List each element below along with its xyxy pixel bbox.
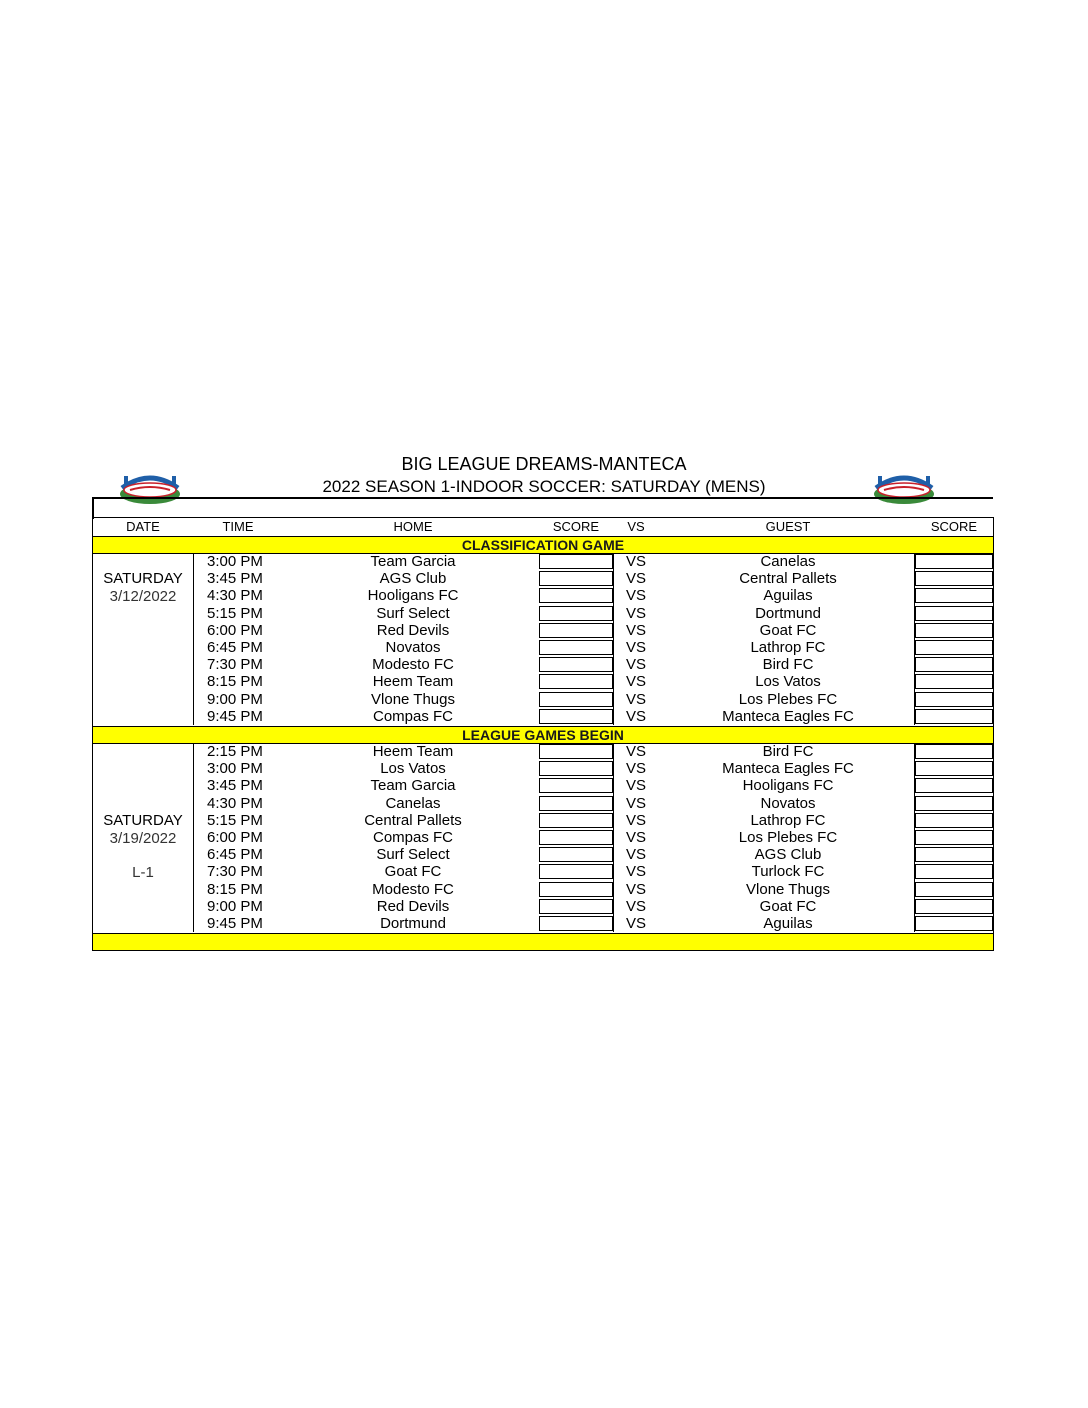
game-row [93, 553, 993, 570]
home-score-box[interactable] [539, 761, 613, 776]
guest-team: Manteca Eagles FC [722, 760, 854, 778]
game-time: 6:00 PM [207, 621, 263, 639]
home-score-box[interactable] [539, 916, 613, 931]
vs-label: VS [625, 880, 646, 898]
header-home-score: SCORE [552, 519, 600, 534]
guest-score-box[interactable] [915, 657, 993, 672]
game-time: 9:45 PM [207, 707, 263, 725]
home-team: Compas FC [372, 707, 454, 725]
home-score-box[interactable] [539, 899, 613, 914]
game-row [93, 915, 993, 932]
guest-score-box[interactable] [915, 744, 993, 759]
home-score-box[interactable] [539, 847, 613, 862]
game-row [93, 587, 993, 604]
vs-label: VS [625, 915, 646, 932]
guest-team: Lathrop FC [750, 811, 826, 829]
game-time: 5:15 PM [207, 604, 263, 622]
guest-score-box[interactable] [915, 761, 993, 776]
vs-label: VS [625, 587, 646, 605]
page-title: BIG LEAGUE DREAMS-MANTECA [401, 454, 687, 474]
home-score-box[interactable] [539, 744, 613, 759]
vs-label: VS [625, 570, 646, 588]
day-label: SATURDAY [103, 570, 183, 587]
game-row [93, 812, 993, 829]
vs-label: VS [625, 743, 646, 760]
home-team: Central Pallets [364, 811, 462, 829]
section-banner: LEAGUE GAMES BEGIN [93, 726, 993, 744]
guest-team: Los Plebes FC [738, 690, 838, 708]
home-score-box[interactable] [539, 554, 613, 569]
game-time: 7:30 PM [207, 656, 263, 674]
game-time: 5:15 PM [207, 811, 263, 829]
home-team: Team Garcia [370, 553, 456, 570]
game-time: 6:45 PM [207, 846, 263, 864]
guest-team: Lathrop FC [750, 639, 826, 656]
guest-team: Aguilas [763, 915, 813, 932]
game-row [93, 846, 993, 863]
header-rule [93, 497, 993, 499]
game-row [93, 656, 993, 673]
game-time: 9:00 PM [207, 690, 263, 708]
game-time: 9:45 PM [207, 915, 263, 932]
header-date: DATE [126, 519, 160, 534]
guest-score-box[interactable] [915, 899, 993, 914]
guest-team: Vlone Thugs [746, 880, 830, 898]
guest-team: Los Vatos [755, 673, 821, 691]
guest-score-box[interactable] [915, 709, 993, 724]
game-row [93, 743, 993, 760]
home-team: Vlone Thugs [371, 690, 455, 708]
guest-score-box[interactable] [915, 882, 993, 897]
vs-label: VS [625, 794, 646, 812]
date-label: 3/12/2022 [109, 588, 177, 605]
guest-team: Goat FC [759, 621, 817, 639]
header-vs: VS [627, 519, 645, 534]
home-score-box[interactable] [539, 778, 613, 793]
section-banner: CLASSIFICATION GAME [93, 536, 993, 554]
vs-label: VS [625, 760, 646, 778]
home-team: Red Devils [376, 897, 450, 915]
home-team: Modesto FC [372, 656, 454, 674]
guest-team: Bird FC [762, 743, 814, 760]
game-row [93, 760, 993, 777]
guest-score-box[interactable] [915, 864, 993, 879]
vs-label: VS [625, 811, 646, 829]
guest-team: Dortmund [755, 604, 821, 622]
home-team: Los Vatos [380, 760, 446, 778]
big-league-dreams-logo [872, 466, 936, 506]
guest-score-box[interactable] [915, 847, 993, 862]
home-score-box[interactable] [539, 796, 613, 811]
game-row [93, 639, 993, 656]
header-guest: GUEST [765, 519, 811, 534]
game-time: 3:45 PM [207, 777, 263, 795]
vs-label: VS [625, 777, 646, 795]
home-team: Surf Select [376, 846, 450, 864]
league-label: L-1 [132, 864, 154, 881]
home-score-box[interactable] [539, 640, 613, 655]
page-subtitle: 2022 SEASON 1-INDOOR SOCCER: SATURDAY (MENS) [322, 477, 766, 496]
guest-team: AGS Club [754, 846, 822, 864]
home-team: Team Garcia [370, 777, 456, 795]
vs-label: VS [625, 690, 646, 708]
game-row [93, 691, 993, 708]
vs-label: VS [625, 604, 646, 622]
big-league-dreams-logo [118, 466, 182, 506]
game-row [93, 605, 993, 622]
guest-score-box[interactable] [915, 830, 993, 845]
game-time: 4:30 PM [207, 587, 263, 605]
game-time: 4:30 PM [207, 794, 263, 812]
header-rule-stub [92, 497, 94, 519]
vs-label: VS [625, 829, 646, 846]
home-team: Red Devils [376, 621, 450, 639]
home-score-box[interactable] [539, 674, 613, 689]
game-row [93, 863, 993, 880]
home-team: Dortmund [380, 915, 446, 932]
game-row [93, 898, 993, 915]
home-score-box[interactable] [539, 571, 613, 586]
header-time: TIME [222, 519, 254, 534]
game-time: 8:15 PM [207, 880, 263, 898]
guest-team: Central Pallets [739, 570, 837, 588]
game-row [93, 570, 993, 587]
vs-label: VS [625, 897, 646, 915]
guest-score-box[interactable] [915, 796, 993, 811]
home-score-box[interactable] [539, 709, 613, 724]
vs-label: VS [625, 639, 646, 656]
guest-team: Manteca Eagles FC [722, 707, 854, 725]
home-team: Goat FC [384, 863, 442, 881]
vs-label: VS [625, 673, 646, 691]
home-score-box[interactable] [539, 692, 613, 707]
game-row [93, 795, 993, 812]
guest-score-box[interactable] [915, 778, 993, 793]
guest-score-box[interactable] [915, 813, 993, 828]
guest-team: Los Plebes FC [738, 829, 838, 846]
guest-score-box[interactable] [915, 571, 993, 586]
guest-score-box[interactable] [915, 916, 993, 931]
home-team: Compas FC [372, 829, 454, 846]
game-row [93, 673, 993, 690]
home-score-box[interactable] [539, 606, 613, 621]
game-time: 6:00 PM [207, 829, 263, 846]
vs-label: VS [625, 846, 646, 864]
header-home: HOME [393, 519, 433, 534]
vs-label: VS [625, 656, 646, 674]
guest-score-box[interactable] [915, 554, 993, 569]
home-team: Modesto FC [372, 880, 454, 898]
game-time: 3:45 PM [207, 570, 263, 588]
home-score-box[interactable] [539, 864, 613, 879]
home-team: Heem Team [372, 673, 454, 691]
date-label: 3/19/2022 [109, 830, 177, 847]
game-time: 3:00 PM [207, 553, 263, 570]
game-time: 2:15 PM [207, 743, 263, 760]
guest-score-box[interactable] [915, 674, 993, 689]
vs-label: VS [625, 863, 646, 881]
game-time: 8:15 PM [207, 673, 263, 691]
game-row [93, 829, 993, 846]
game-time: 3:00 PM [207, 760, 263, 778]
game-row [93, 881, 993, 898]
day-label: SATURDAY [103, 812, 183, 829]
home-team: Hooligans FC [367, 587, 459, 605]
guest-team: Turlock FC [751, 863, 825, 881]
home-team: Novatos [385, 639, 441, 656]
home-score-box[interactable] [539, 623, 613, 638]
home-score-box[interactable] [539, 588, 613, 603]
guest-team: Canelas [760, 553, 816, 570]
guest-score-box[interactable] [915, 606, 993, 621]
game-time: 6:45 PM [207, 639, 263, 656]
guest-team: Bird FC [762, 656, 814, 674]
guest-score-box[interactable] [915, 640, 993, 655]
guest-score-box[interactable] [915, 623, 993, 638]
home-score-box[interactable] [539, 830, 613, 845]
home-score-box[interactable] [539, 657, 613, 672]
guest-team: Novatos [760, 794, 816, 812]
vs-label: VS [625, 621, 646, 639]
game-row [93, 708, 993, 725]
guest-score-box[interactable] [915, 692, 993, 707]
game-row [93, 622, 993, 639]
home-score-box[interactable] [539, 882, 613, 897]
home-team: Canelas [385, 794, 441, 812]
guest-team: Aguilas [763, 587, 813, 605]
game-time: 7:30 PM [207, 863, 263, 881]
vs-label: VS [625, 707, 646, 725]
guest-score-box[interactable] [915, 588, 993, 603]
header-guest-score: SCORE [930, 519, 978, 534]
game-time: 9:00 PM [207, 897, 263, 915]
game-row [93, 777, 993, 794]
home-team: Heem Team [372, 743, 454, 760]
guest-team: Goat FC [759, 897, 817, 915]
home-team: Surf Select [376, 604, 450, 622]
home-team: AGS Club [379, 570, 447, 588]
guest-team: Hooligans FC [742, 777, 834, 795]
footer-band [93, 933, 993, 951]
home-score-box[interactable] [539, 813, 613, 828]
vs-label: VS [625, 553, 646, 570]
